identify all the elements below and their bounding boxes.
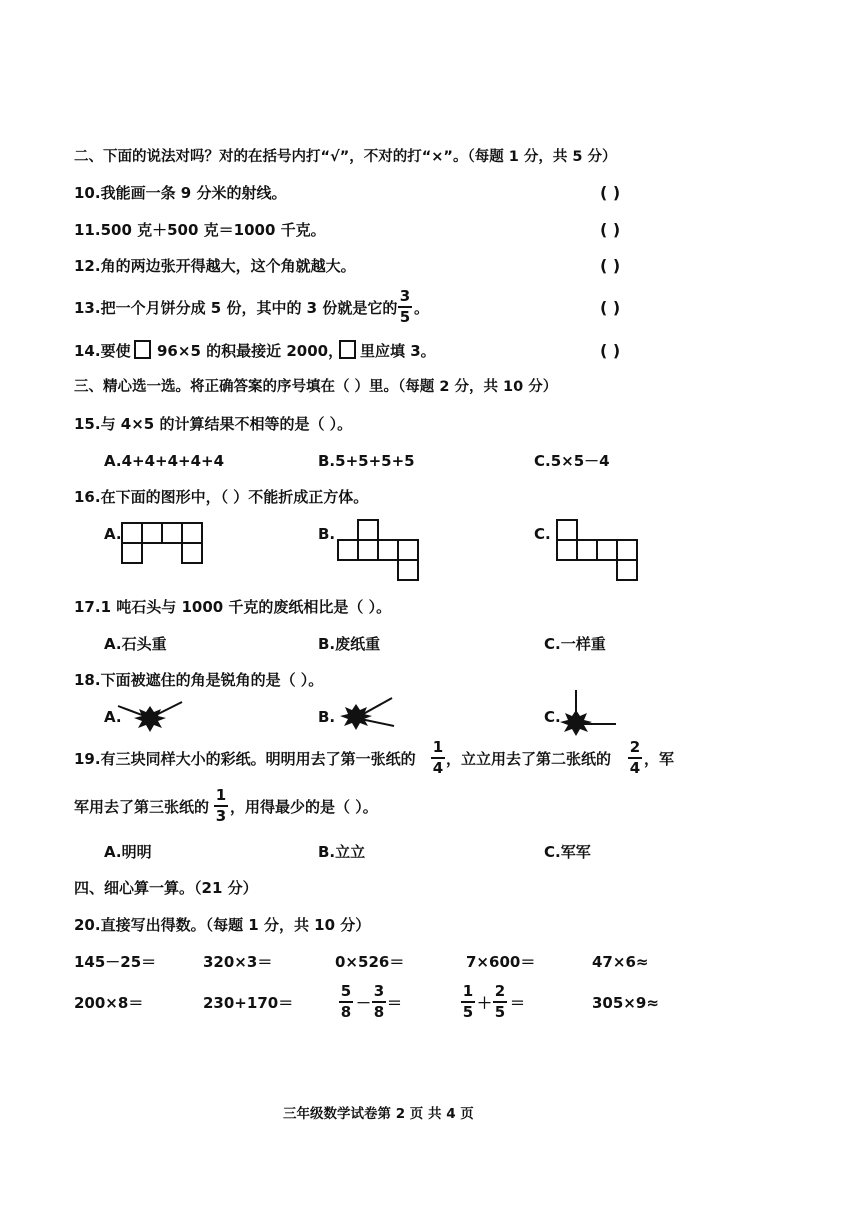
q19-text-2: ，立立用去了第二张纸的: [446, 750, 612, 768]
q15-option-c[interactable]: C.5×5－4: [534, 452, 610, 470]
q19-text-1: 19.有三块同样大小的彩纸。明明用去了第一张纸的: [74, 750, 416, 768]
q13-numerator: 3: [399, 287, 411, 305]
q14-text-c: 里应填 3。: [360, 342, 436, 360]
calc-item: 145－25＝: [74, 953, 157, 971]
q17-option-b[interactable]: B.废纸重: [318, 635, 381, 653]
q18-covered-angle-a: [116, 700, 186, 736]
q17-text: 17.1 吨石头与 1000 千克的废纸相比是（ ）。: [74, 598, 392, 616]
q11-answer-paren[interactable]: ( ): [600, 220, 621, 239]
q19-fraction-2: [628, 739, 642, 777]
section4-heading: 四、细心算一算。（21 分）: [74, 879, 258, 897]
q14-answer-paren[interactable]: ( ): [600, 341, 621, 360]
section3-heading: 三、精心选一选。将正确答案的序号填在（ ）里。（每题 2 分，共 10 分）: [74, 379, 558, 395]
q19-f2-denominator: 4: [629, 759, 641, 777]
q16-option-b-label[interactable]: B.: [318, 525, 336, 543]
q19-fraction-3: [214, 787, 228, 825]
denominator: 8: [340, 1003, 352, 1021]
q18-option-b-label[interactable]: B.: [318, 708, 336, 726]
q18-option-c-label[interactable]: C.: [544, 708, 561, 726]
q13-denominator: 5: [399, 308, 411, 326]
q19-f3-denominator: 3: [215, 807, 227, 825]
q19-f2-numerator: 2: [629, 738, 641, 756]
q13-fraction: [398, 288, 412, 326]
q18-option-a-label[interactable]: A.: [104, 708, 122, 726]
q19-f1-denominator: 4: [432, 759, 444, 777]
q13-end: 。: [414, 299, 430, 317]
q18-covered-angle-b: [334, 696, 400, 736]
calc-item: 0×526＝: [335, 953, 405, 971]
q19-text-4: 军用去了第三张纸的: [74, 798, 210, 816]
calc-operator: －: [356, 994, 372, 1012]
page-footer: 三年级数学试卷第 2 页 共 4 页: [283, 1106, 474, 1122]
q15-option-b[interactable]: B.5+5+5+5: [318, 452, 415, 470]
q19-fraction-1: [431, 739, 445, 777]
q16-net-c: [554, 518, 644, 590]
q19-option-b[interactable]: B.立立: [318, 843, 366, 861]
q14-blank-box[interactable]: [134, 340, 151, 359]
calc-item: 7×600＝: [466, 953, 536, 971]
calc-item: 200×8＝: [74, 994, 144, 1012]
q10-text: 10.我能画一条 9 分米的射线。: [74, 184, 287, 202]
calc-item: 305×9≈: [592, 994, 659, 1012]
q15-text: 15.与 4×5 的计算结果不相等的是（ ）。: [74, 415, 353, 433]
q13-answer-paren[interactable]: ( ): [600, 298, 621, 317]
q11-text: 11.500 克＋500 克＝1000 千克。: [74, 221, 326, 239]
q19-text-3: ，军: [644, 750, 675, 768]
numerator: 2: [494, 982, 506, 1000]
q12-text: 12.角的两边张开得越大，这个角就越大。: [74, 257, 356, 275]
q14-blank-box-2: [339, 340, 356, 359]
q13-text: 13.把一个月饼分成 5 份，其中的 3 份就是它的: [74, 299, 398, 317]
calc-item: 47×6≈: [592, 953, 649, 971]
calc-fraction: [339, 983, 353, 1021]
q16-option-a-label[interactable]: A.: [104, 525, 122, 543]
q17-option-a[interactable]: A.石头重: [104, 635, 167, 653]
q16-text: 16.在下面的图形中，（ ）不能折成正方体。: [74, 488, 369, 506]
q16-option-c-label[interactable]: C.: [534, 525, 551, 543]
q14-text-b: 96×5 的积最接近 2000，: [157, 342, 344, 360]
calc-fraction: [372, 983, 386, 1021]
q16-net-b: [335, 518, 425, 584]
denominator: 5: [462, 1003, 474, 1021]
q18-covered-angle-c: [558, 688, 624, 738]
q15-option-a[interactable]: A.4+4+4+4+4: [104, 452, 225, 470]
q10-answer-paren[interactable]: ( ): [600, 183, 621, 202]
q19-text-5: ，用得最少的是（ ）。: [230, 798, 378, 816]
q19-option-a[interactable]: A.明明: [104, 843, 152, 861]
q19-f1-numerator: 1: [432, 738, 444, 756]
calc-fraction: [461, 983, 475, 1021]
q19-f3-numerator: 1: [215, 786, 227, 804]
numerator: 1: [462, 982, 474, 1000]
calc-item: 230+170＝: [203, 994, 294, 1012]
q14-text-a: 14.要使: [74, 342, 131, 360]
denominator: 8: [373, 1003, 385, 1021]
q16-net-a: [120, 521, 210, 565]
q19-option-c[interactable]: C.军军: [544, 843, 591, 861]
section2-heading: 二、下面的说法对吗？对的在括号内打“√”，不对的打“×”。（每题 1 分，共 5 分）: [74, 149, 617, 165]
numerator: 3: [373, 982, 385, 1000]
calc-equals: ＝: [510, 994, 526, 1012]
q18-text: 18.下面被遮住的角是锐角的是（ ）。: [74, 671, 324, 689]
q20-text: 20.直接写出得数。（每题 1 分，共 10 分）: [74, 916, 371, 934]
denominator: 5: [494, 1003, 506, 1021]
q12-answer-paren[interactable]: ( ): [600, 256, 621, 275]
calc-operator: ＋: [477, 994, 493, 1012]
numerator: 5: [340, 982, 352, 1000]
calc-item: 320×3＝: [203, 953, 273, 971]
calc-equals: ＝: [387, 994, 403, 1012]
calc-fraction: [493, 983, 507, 1021]
q17-option-c[interactable]: C.一样重: [544, 635, 606, 653]
